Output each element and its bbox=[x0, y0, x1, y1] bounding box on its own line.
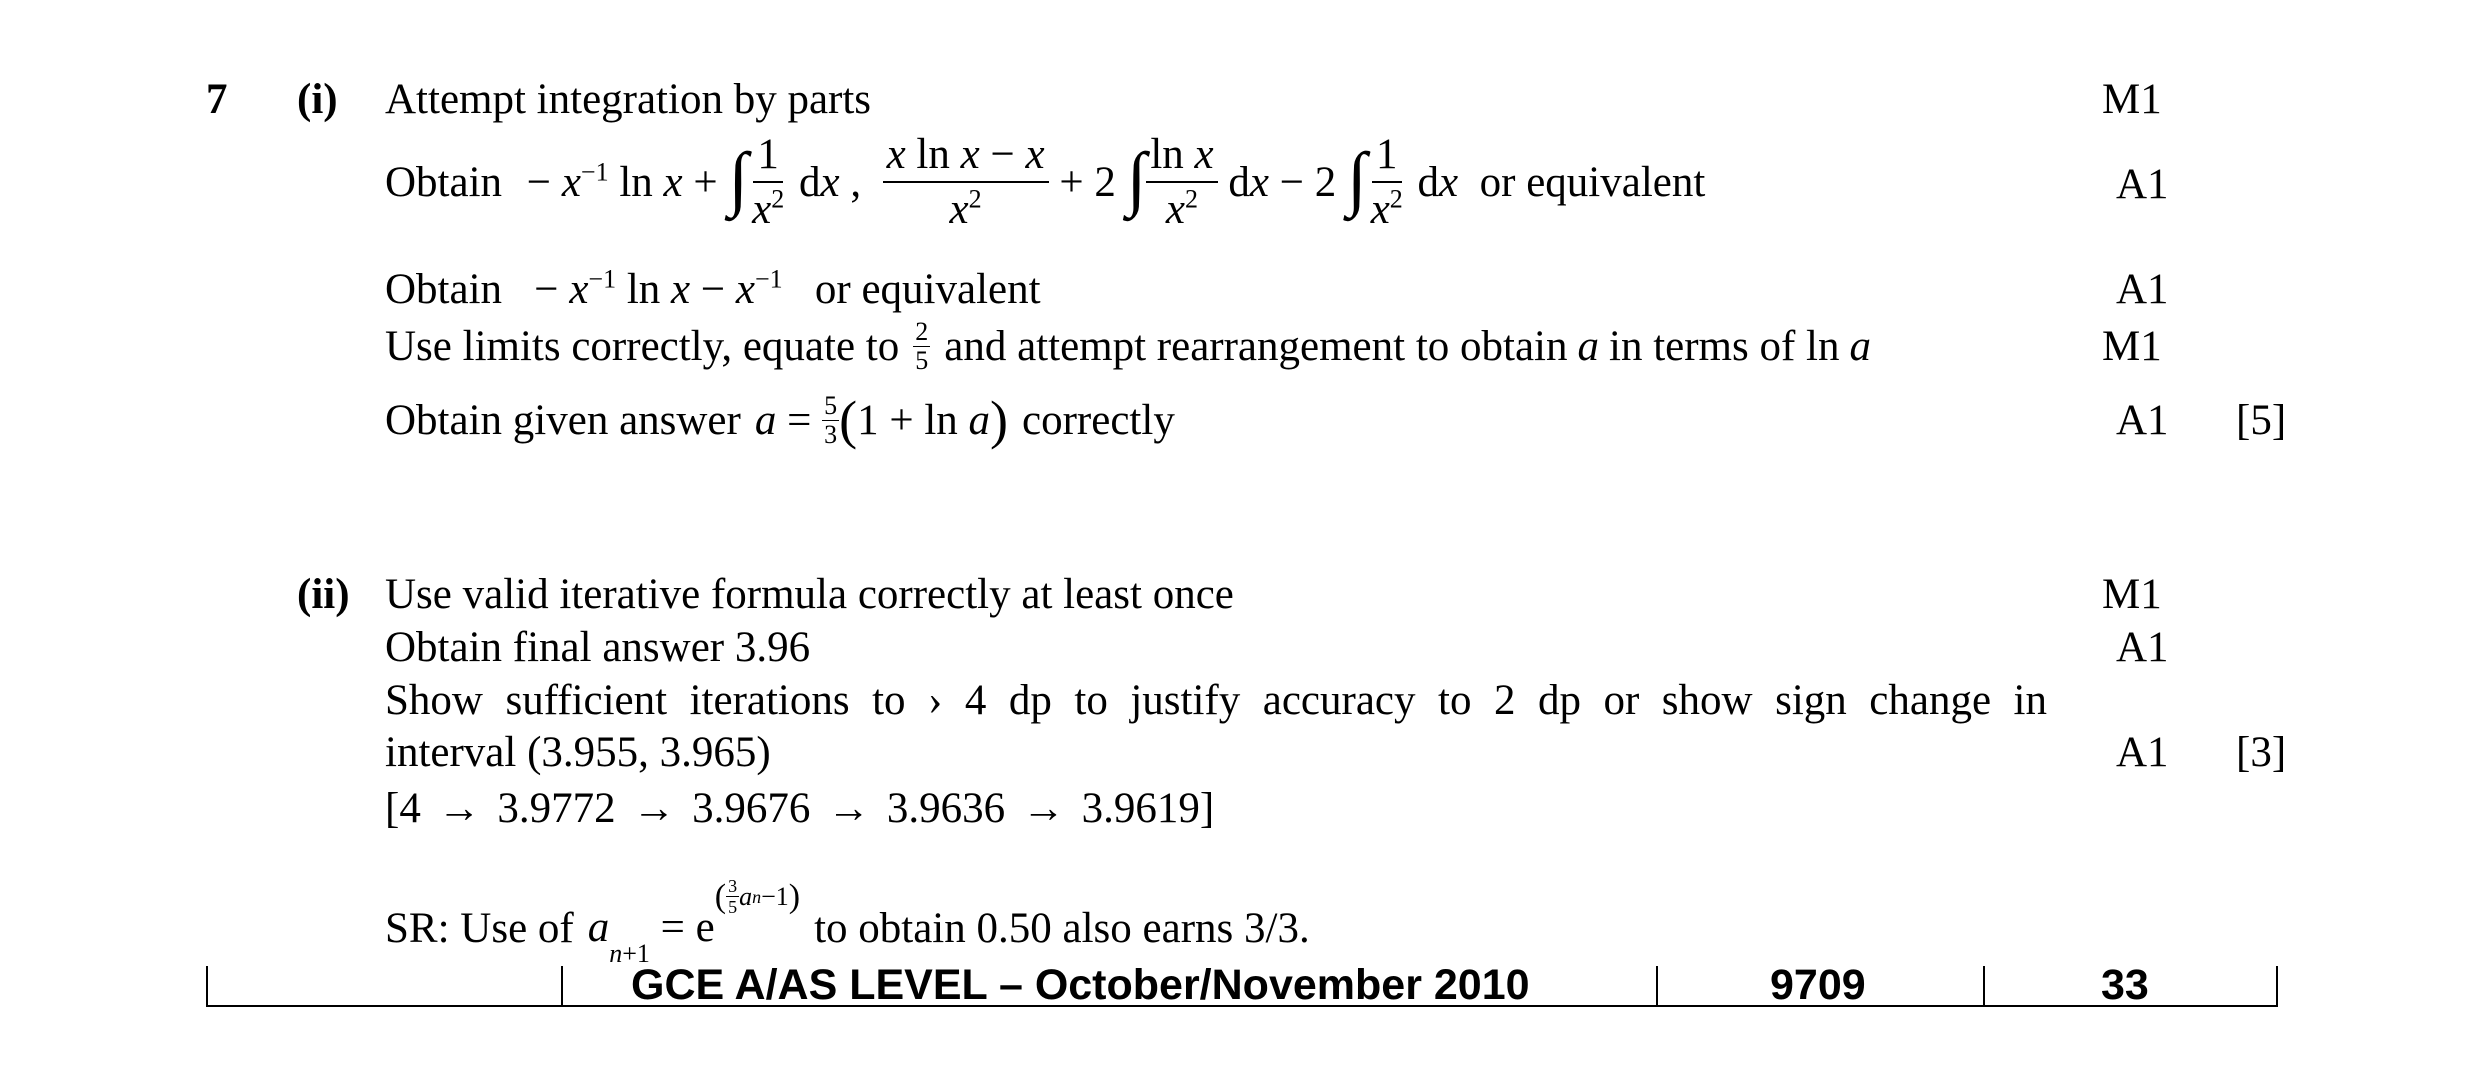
sr-suffix: to obtain 0.50 also earns 3/3. bbox=[814, 905, 1310, 952]
variable-a: a bbox=[1849, 322, 1871, 370]
sr-prefix: SR: Use of bbox=[385, 905, 574, 952]
mark-m1: M1 bbox=[2102, 571, 2162, 618]
mark-m1: M1 bbox=[2102, 76, 2162, 123]
footer-divider bbox=[561, 966, 563, 1006]
part-ii-label: (ii) bbox=[297, 571, 350, 618]
footer-divider bbox=[1983, 966, 1985, 1006]
mark-a1: A1 bbox=[2116, 397, 2169, 444]
limits-text: Use limits correctly, equate to bbox=[385, 322, 900, 370]
mark-a1: A1 bbox=[2116, 624, 2169, 671]
step-use-limits bbox=[385, 316, 1871, 375]
expression-given-answer: a = 5 3 ( 1 + ln a ) bbox=[754, 390, 1009, 450]
mark-m1: M1 bbox=[2102, 323, 2162, 370]
step-obtain-integral bbox=[385, 132, 1705, 232]
step-interval: interval (3.955, 3.965) bbox=[385, 729, 771, 776]
step-attempt-integration: Attempt integration by parts bbox=[385, 76, 872, 123]
mark-a1: A1 bbox=[2116, 266, 2169, 313]
variable-a: a bbox=[1577, 322, 1599, 370]
or-equivalent-text: or equivalent bbox=[1479, 158, 1706, 206]
step-given-answer bbox=[385, 392, 1175, 448]
expression-alternative-formula: $a_{n+1} = e$ ( 3 5 a n −1 ) bbox=[587, 876, 801, 969]
footer-divider bbox=[2276, 966, 2278, 1006]
page-footer bbox=[206, 961, 2278, 1009]
rearrangement-text: and attempt rearrangement to obtain bbox=[944, 322, 1568, 370]
footer-divider bbox=[1656, 966, 1658, 1006]
or-equivalent-text: or equivalent bbox=[814, 266, 1041, 313]
step-final-answer: Obtain final answer 3.96 bbox=[385, 624, 811, 671]
expression-integration-result: − $x^{-1}$ ln x + ∫ $\frac{1}{x^2}$ dx , $\frac{\text{x ln x − x}}{x^2}$ + 2 ∫ $\frac{\text{ln x}}{x^2}$ dx − 2 ∫ $\frac{1}{x^2}$ dx bbox=[516, 130, 1459, 233]
mark-a1: A1 bbox=[2116, 161, 2169, 208]
fraction-denominator: 5 bbox=[915, 345, 929, 375]
fraction-numerator: 2 bbox=[915, 316, 929, 346]
part-ii-total: [3] bbox=[2236, 729, 2287, 776]
iteration-sequence: [4 → 3.9772 → 3.9676 → 3.9636 → 3.9619] bbox=[385, 785, 1215, 832]
correctly-text: correctly bbox=[1022, 396, 1175, 444]
step-sufficient-iterations: Show sufficient iterations to › 4 dp to justify accuracy to 2 dp or show sign change in bbox=[385, 677, 2047, 724]
obtain-label: Obtain bbox=[385, 266, 503, 313]
obtain-label: Obtain bbox=[385, 158, 503, 206]
footer-exam-title: GCE A/AS LEVEL – October/November 2010 bbox=[631, 961, 1530, 1009]
special-ruling bbox=[385, 876, 1310, 969]
footer-divider bbox=[206, 966, 208, 1006]
part-i-label: (i) bbox=[297, 76, 338, 123]
mark-a1: A1 bbox=[2116, 729, 2169, 776]
footer-syllabus-code: 9709 bbox=[1770, 961, 1866, 1009]
in-terms-text: in terms of ln bbox=[1609, 322, 1840, 370]
question-number: 7 bbox=[206, 76, 228, 123]
step-obtain-antiderivative bbox=[385, 264, 1041, 313]
step-iterative-formula: Use valid iterative formula correctly at least once bbox=[385, 571, 1234, 618]
fraction-two-fifths bbox=[913, 316, 930, 375]
given-answer-text: Obtain given answer bbox=[385, 396, 741, 444]
expression-antiderivative: − $x^{-1}$ $\ln x - x^{-1}$ bbox=[512, 264, 783, 313]
footer-paper-number: 33 bbox=[2101, 961, 2149, 1009]
part-i-total: [5] bbox=[2236, 397, 2287, 444]
